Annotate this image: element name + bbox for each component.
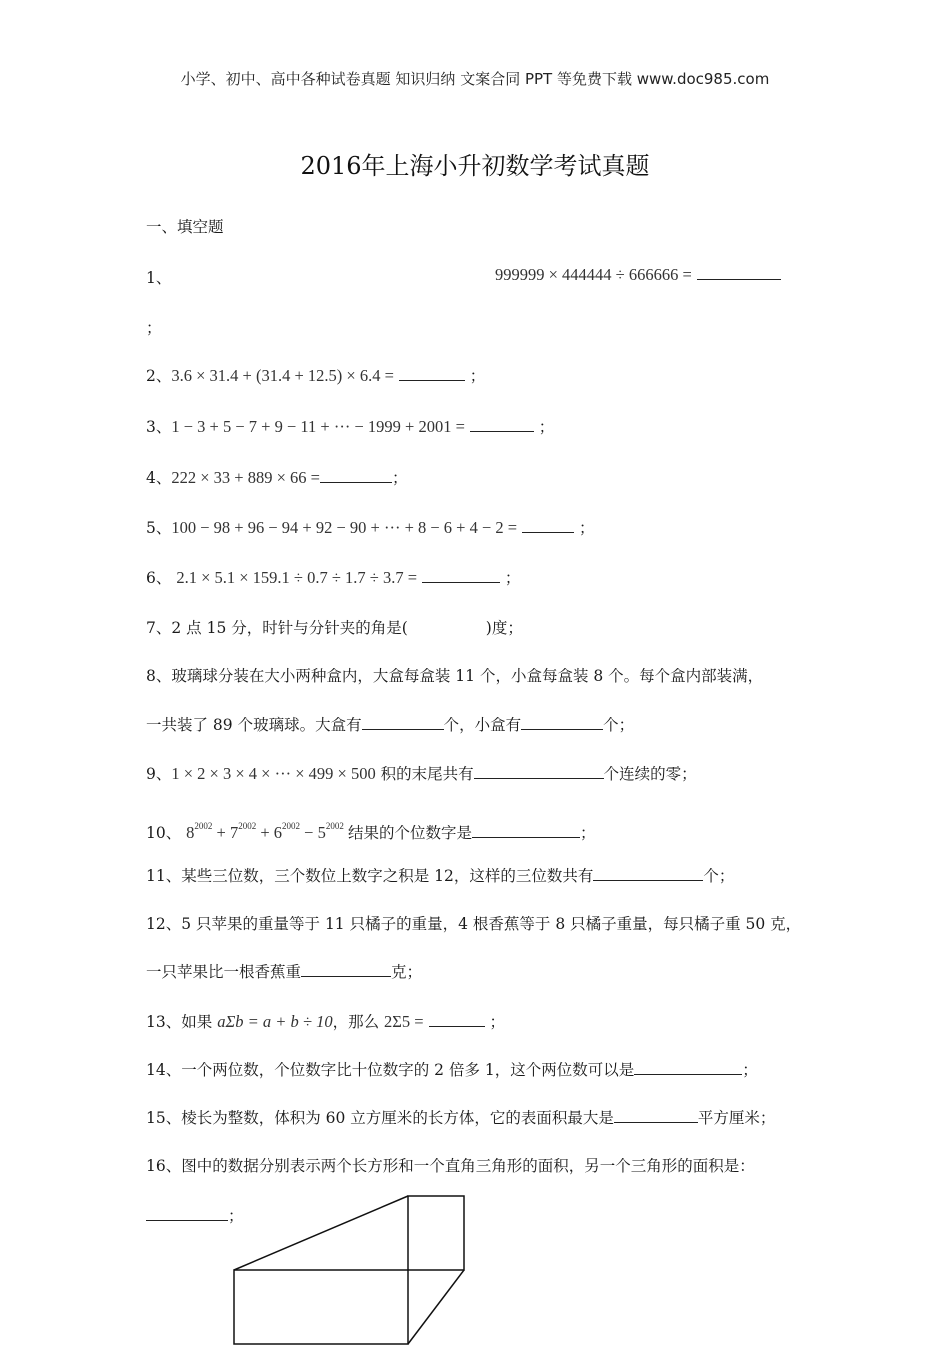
- q2-number: 2、: [146, 367, 172, 385]
- page-title: 2016年上海小升初数学考试真题: [300, 152, 650, 180]
- q16-end: ；: [228, 1207, 244, 1225]
- q1-number: 1、: [146, 269, 172, 287]
- q15-answer-blank[interactable]: [614, 1108, 698, 1123]
- figure-bottom-left-rectangle: [234, 1270, 408, 1344]
- q10-answer-blank[interactable]: [472, 823, 580, 838]
- q10-exponent-1: 2002: [194, 821, 213, 831]
- q8-text-2a: 一共装了 89 个玻璃球。大盒有: [146, 716, 362, 734]
- figure-bottom-triangle-hypotenuse: [408, 1270, 464, 1344]
- q3-number: 3、: [146, 418, 172, 436]
- question-2: [146, 366, 485, 386]
- q7-text-end: )度；: [485, 619, 523, 637]
- q2-end: ；: [469, 367, 486, 385]
- question-12: [146, 914, 801, 934]
- q1-expression: 999999 × 444444 ÷ 666666 =: [495, 265, 692, 284]
- q10-exponent-2: 2002: [238, 821, 257, 831]
- q13-definition: aΣb = a + b ÷ 10: [217, 1012, 333, 1031]
- q8-text-2c: 个；: [603, 716, 635, 734]
- question-1-expression: [495, 265, 781, 285]
- q3-expression: 1 − 3 + 5 − 7 + 9 − 11 + ··· − 1999 + 2001 =: [171, 417, 465, 436]
- q1-end: ；: [146, 319, 162, 337]
- q1-answer-blank[interactable]: [697, 265, 781, 280]
- q12-text: 5 只苹果的重量等于 11 只橘子的重量，4 根香蕉等于 8 只橘子重量，每只橘子重 50 克，: [181, 915, 802, 933]
- q10-exponent-4: 2002: [325, 821, 344, 831]
- q5-end: ；: [578, 519, 595, 537]
- question-5: [146, 518, 594, 538]
- q15-text: 棱长为整数，体积为 60 立方厘米的长方体，它的表面积最大是: [181, 1109, 614, 1127]
- q15-end: 平方厘米；: [697, 1109, 776, 1127]
- q6-answer-blank[interactable]: [422, 568, 500, 583]
- q2-answer-blank[interactable]: [399, 366, 465, 381]
- q11-end: 个；: [703, 867, 735, 885]
- q16-geometry-figure: [230, 1192, 470, 1346]
- q15-number: 15、: [146, 1109, 182, 1127]
- q16-text: 图中的数据分别表示两个长方形和一个直角三角形的面积，另一个三角形的面积是：: [181, 1157, 755, 1175]
- question-8-line2: [146, 715, 634, 735]
- q13-end: ；: [489, 1013, 505, 1031]
- q9-answer-blank[interactable]: [474, 764, 604, 779]
- q14-answer-blank[interactable]: [634, 1060, 742, 1075]
- q4-number: 4、: [146, 469, 172, 487]
- q6-number: 6、: [146, 569, 172, 587]
- q9-expression: 1 × 2 × 3 × 4 × ··· × 499 × 500: [171, 764, 376, 783]
- q11-text: 某些三位数，三个数位上数字之积是 12，这样的三位数共有: [181, 867, 594, 885]
- q4-expression: 222 × 33 + 889 × 66 =: [171, 468, 320, 487]
- q10-text: 结果的个位数字是: [347, 824, 472, 842]
- q13-answer-blank[interactable]: [429, 1012, 485, 1027]
- q14-number: 14、: [146, 1061, 182, 1079]
- q9-number: 9、: [146, 765, 172, 783]
- q16-number: 16、: [146, 1157, 182, 1175]
- q13-number: 13、: [146, 1013, 182, 1031]
- q11-answer-blank[interactable]: [593, 866, 703, 881]
- q12-text-2b: 克；: [391, 963, 423, 981]
- q8-text: 玻璃球分装在大小两种盒内，大盒每盒装 11 个，小盒每盒装 8 个。每个盒内部装满，: [171, 667, 764, 685]
- q3-end: ；: [538, 418, 555, 436]
- question-11: [146, 866, 734, 886]
- q11-number: 11、: [146, 867, 182, 885]
- question-6: [146, 568, 520, 588]
- question-12-line2: [146, 962, 422, 982]
- q6-end: ；: [504, 569, 521, 587]
- q8-text-2b: 个，小盒有: [443, 716, 522, 734]
- page-header: 小学、初中、高中各种试卷真题 知识归纳 文案合同 PPT 等免费下载 www.doc985.com: [180, 70, 770, 88]
- q13-text-2: ，那么: [332, 1013, 380, 1031]
- q10-base-4: 5: [317, 823, 326, 842]
- q5-answer-blank[interactable]: [522, 518, 574, 533]
- question-1: [146, 268, 171, 288]
- question-14: [146, 1060, 758, 1080]
- q10-exponent-3: 2002: [282, 821, 301, 831]
- q12-text-2a: 一只苹果比一根香蕉重: [146, 963, 302, 981]
- question-10: [146, 816, 596, 843]
- question-16: [146, 1156, 755, 1176]
- question-3: [146, 417, 554, 437]
- q14-end: ；: [742, 1061, 758, 1079]
- q9-text: 积的末尾共有: [380, 765, 474, 783]
- q10-expression: $8^{2002} + 7^{2002} + 6^{2002} - 5^{2002}$: [186, 821, 344, 842]
- q6-expression: 2.1 × 5.1 × 159.1 ÷ 0.7 ÷ 1.7 ÷ 3.7 =: [176, 568, 418, 587]
- question-13: [146, 1012, 505, 1032]
- q10-base-2: 7: [229, 823, 239, 842]
- q5-expression: 100 − 98 + 96 − 94 + 92 − 90 + ··· + 8 − 6 + 4 − 2 =: [171, 518, 518, 537]
- q9-text-end: 个连续的零；: [603, 765, 697, 783]
- q3-answer-blank[interactable]: [470, 417, 534, 432]
- q13-text: 如果: [181, 1013, 213, 1031]
- q13-expression: 2Σ5 =: [384, 1012, 424, 1031]
- q16-answer-blank[interactable]: [146, 1206, 228, 1221]
- q10-number: 10、: [146, 824, 182, 842]
- q14-text: 一个两位数，个位数字比十位数字的 2 倍多 1，这个两位数可以是: [181, 1061, 635, 1079]
- q5-number: 5、: [146, 519, 172, 537]
- q12-answer-blank[interactable]: [301, 962, 391, 977]
- q12-number: 12、: [146, 915, 182, 933]
- q8-big-box-blank[interactable]: [362, 715, 444, 730]
- question-16-line2: [146, 1206, 244, 1226]
- question-9: [146, 764, 697, 784]
- q4-end: ；: [391, 469, 408, 487]
- figure-top-right-rectangle: [408, 1196, 464, 1270]
- q2-expression: 3.6 × 31.4 + (31.4 + 12.5) × 6.4 =: [171, 366, 394, 385]
- question-15: [146, 1108, 775, 1128]
- question-8: [146, 666, 763, 686]
- q8-number: 8、: [146, 667, 172, 685]
- figure-top-triangle-hypotenuse: [234, 1196, 408, 1270]
- q10-end: ；: [580, 824, 596, 842]
- section-heading: 一、填空题: [146, 218, 224, 236]
- q4-answer-blank[interactable]: [320, 468, 392, 483]
- q10-base-3: 6: [273, 823, 283, 842]
- q10-base-1: 8: [186, 823, 195, 842]
- q7-number: 7、: [146, 619, 172, 637]
- q8-small-box-blank[interactable]: [521, 715, 603, 730]
- question-7: [146, 618, 523, 638]
- question-4: [146, 468, 408, 488]
- q7-text: 2 点 15 分，时针与分针夹的角是(: [171, 619, 408, 637]
